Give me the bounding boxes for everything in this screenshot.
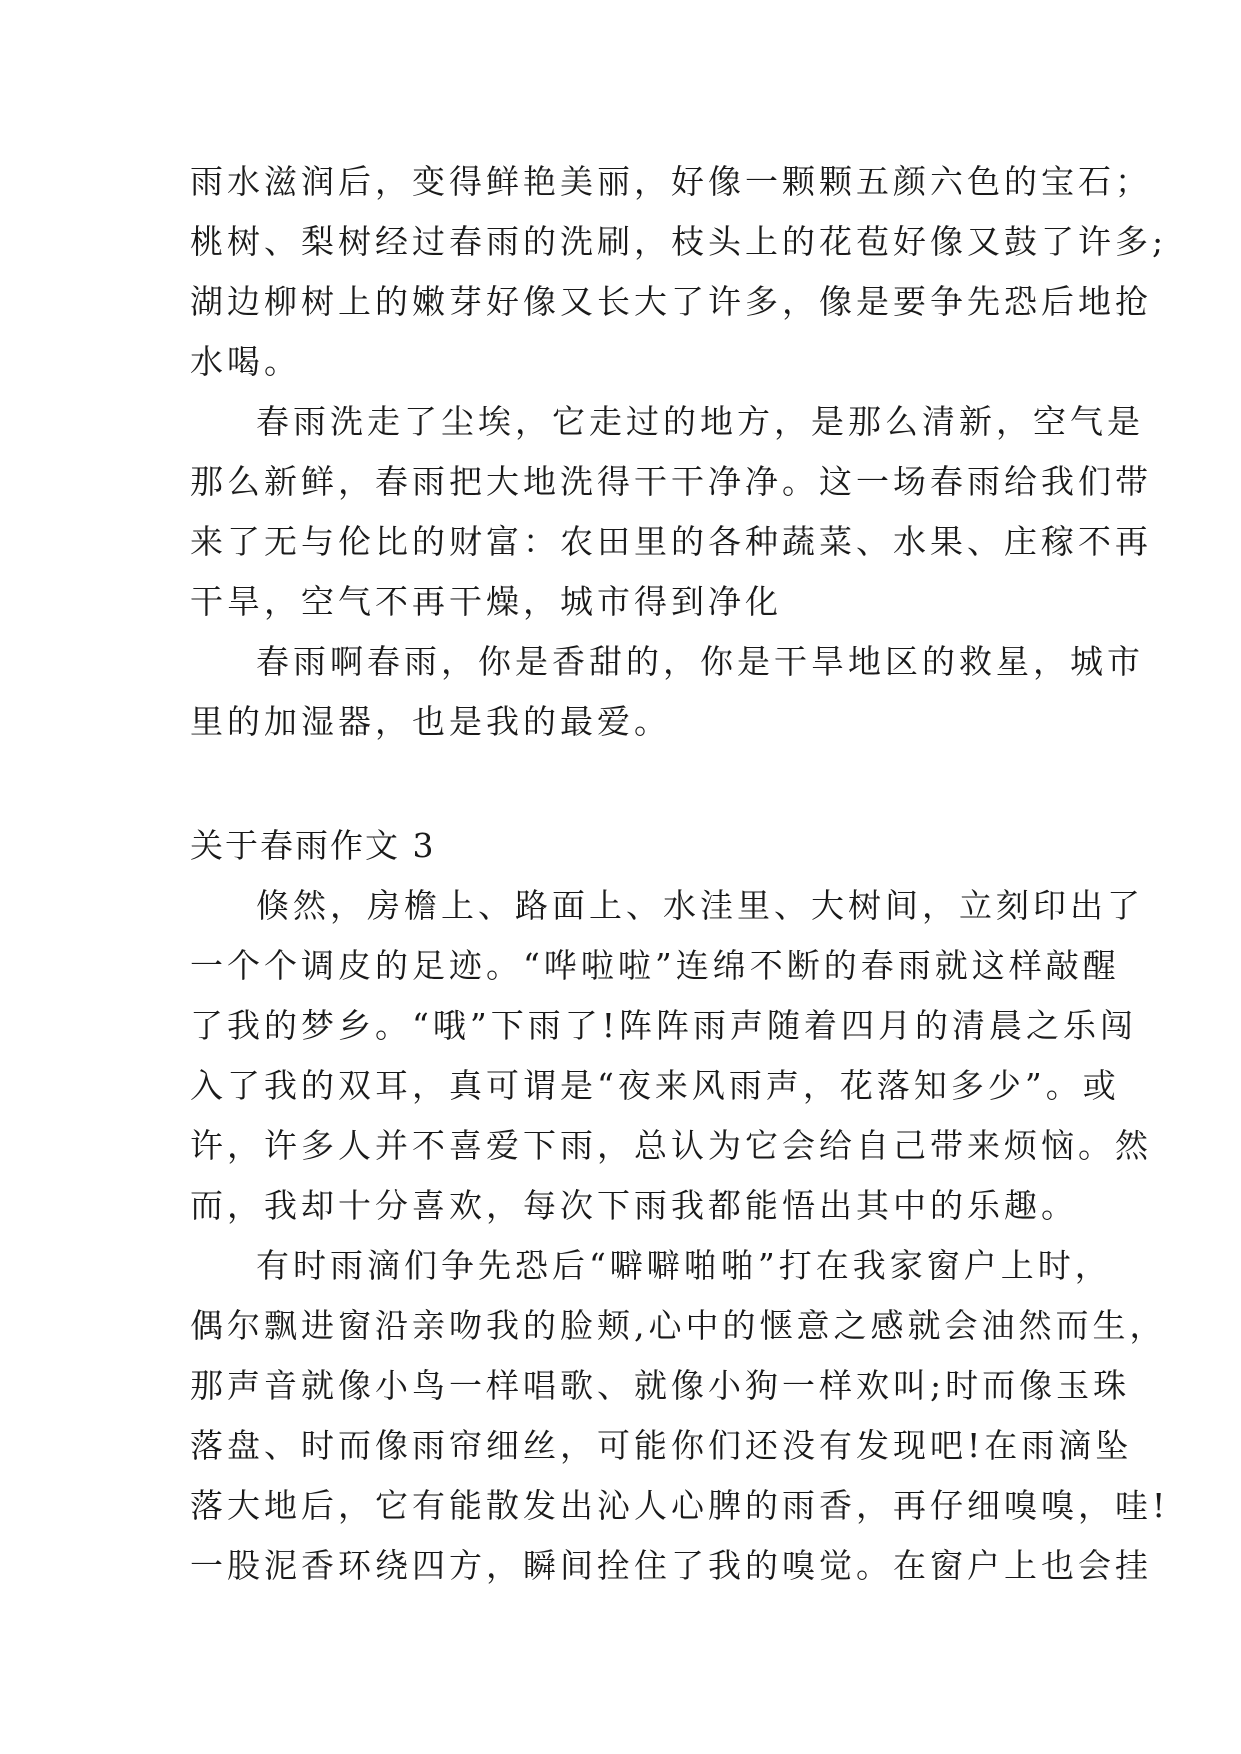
text-line: 里的加湿器，也是我的最爱。 <box>190 702 671 741</box>
text-line: 偶尔飘进窗沿亲吻我的脸颊,心中的惬意之感就会油然而生， <box>190 1306 1167 1345</box>
paragraph-1 <box>190 152 1168 392</box>
text-line: 入了我的双耳，真可谓是“夜来风雨声，花落知多少”。或 <box>190 1066 1120 1105</box>
text-line: 春雨啊春雨，你是香甜的，你是干旱地区的救星，城市 <box>256 642 1144 681</box>
text-line: 那么新鲜，春雨把大地洗得干干净净。这一场春雨给我们带 <box>190 462 1152 501</box>
paragraph-4 <box>190 876 1152 1236</box>
text-line: 许，许多人并不喜爱下雨，总认为它会给自己带来烦恼。然 <box>190 1126 1152 1165</box>
text-line: 桃树、梨树经过春雨的洗刷，枝头上的花苞好像又鼓了许多; <box>190 222 1168 261</box>
document-body <box>190 152 1170 1596</box>
text-line: 而，我却十分喜欢，每次下雨我都能悟出其中的乐趣。 <box>190 1186 1078 1225</box>
text-line: 落大地后，它有能散发出沁人心脾的雨香，再仔细嗅嗅，哇! <box>190 1486 1170 1525</box>
paragraph-2 <box>190 392 1152 632</box>
text-line: 一个个调皮的足迹。“哗啦啦”连绵不断的春雨就这样敲醒 <box>190 946 1120 985</box>
paragraph-5 <box>190 1236 1170 1596</box>
paragraph-3 <box>190 632 1144 752</box>
text-line: 落盘、时而像雨帘细丝，可能你们还没有发现吧!在雨滴坠 <box>190 1426 1133 1465</box>
text-line: 倏然，房檐上、路面上、水洼里、大树间，立刻印出了 <box>256 886 1144 925</box>
text-line: 了我的梦乡。“哦”下雨了!阵阵雨声随着四月的清晨之乐闯 <box>190 1006 1138 1045</box>
text-line: 那声音就像小鸟一样唱歌、就像小狗一样欢叫;时而像玉珠 <box>190 1366 1131 1405</box>
text-line: 来了无与伦比的财富：农田里的各种蔬菜、水果、庄稼不再 <box>190 522 1152 561</box>
text-line: 湖边柳树上的嫩芽好像又长大了许多，像是要争先恐后地抢 <box>190 282 1152 321</box>
section-heading: 关于春雨作文 3 <box>190 826 436 865</box>
text-line: 一股泥香环绕四方，瞬间拴住了我的嗅觉。在窗户上也会挂 <box>190 1546 1152 1585</box>
section-gap <box>190 752 1060 816</box>
text-line: 水喝。 <box>190 342 301 381</box>
text-line: 春雨洗走了尘埃，它走过的地方，是那么清新，空气是 <box>256 402 1144 441</box>
text-line: 干旱，空气不再干燥，城市得到净化 <box>190 582 782 621</box>
text-line: 雨水滋润后，变得鲜艳美丽，好像一颗颗五颜六色的宝石； <box>190 162 1152 201</box>
text-line: 有时雨滴们争先恐后“噼噼啪啪”打在我家窗户上时， <box>256 1246 1112 1285</box>
